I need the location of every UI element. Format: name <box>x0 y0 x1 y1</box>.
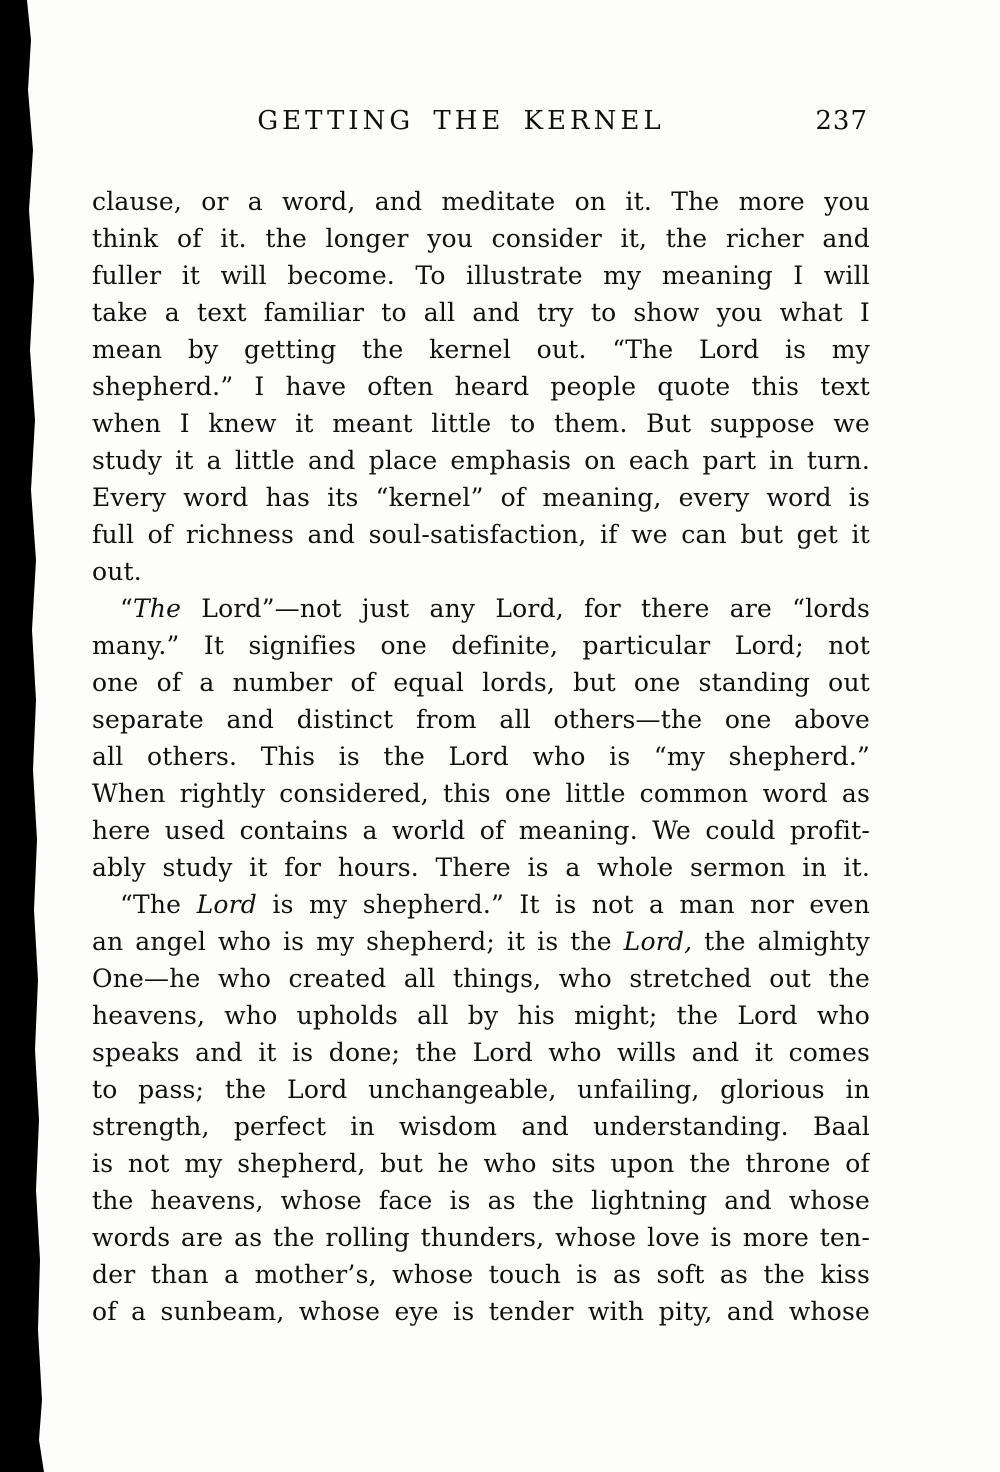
text-line: “The Lord”—not just any Lord, for there are “lords <box>120 594 870 623</box>
text-line: study it a little and place emphasis on each part in turn. <box>92 446 870 475</box>
text-line: speaks and it is done; the Lord who wills and it comes <box>92 1038 870 1067</box>
text-line: One—he who created all things, who stretched out the <box>92 964 870 993</box>
text-line: heavens, who upholds all by his might; the Lord who <box>92 1001 870 1030</box>
text-line: when I knew it meant little to them. But suppose we <box>92 409 870 438</box>
text-line: all others. This is the Lord who is “my shepherd.” <box>92 742 870 771</box>
text-line: think of it. the longer you consider it, the richer and <box>92 224 870 253</box>
running-head <box>92 106 870 140</box>
text-line: “The Lord is my shepherd.” It is not a man nor even <box>120 890 870 919</box>
page-number: 237 <box>815 106 868 136</box>
text-line: one of a number of equal lords, but one standing out <box>92 668 870 697</box>
text-line: der than a mother’s, whose touch is as soft as the kiss <box>92 1260 870 1289</box>
text-line: shepherd.” I have often heard people quote this text <box>92 372 870 401</box>
text-line: When rightly considered, this one little common word as <box>92 779 870 808</box>
text-line: separate and distinct from all others—the one above <box>92 705 870 734</box>
text-line: strength, perfect in wisdom and understanding. Baal <box>92 1112 870 1141</box>
scan-gutter-artifact <box>0 0 48 1472</box>
text-line: mean by getting the kernel out. “The Lord is my <box>92 335 870 364</box>
text-line: an angel who is my shepherd; it is the Lord, the almighty <box>92 927 870 956</box>
page-body <box>92 183 870 1330</box>
text-line: clause, or a word, and meditate on it. The more you <box>92 187 870 216</box>
text-line: full of richness and soul-satisfaction, if we can but get it <box>92 520 870 549</box>
text-line: words are as the rolling thunders, whose love is more ten- <box>92 1223 870 1252</box>
page-title: GETTING THE KERNEL <box>257 106 665 136</box>
text-line: ably study it for hours. There is a whole sermon in it. <box>92 853 870 882</box>
text-line: the heavens, whose face is as the lightning and whose <box>92 1186 870 1215</box>
text-line: take a text familiar to all and try to show you what I <box>92 298 870 327</box>
text-line: Every word has its “kernel” of meaning, every word is <box>92 483 870 512</box>
text-line: is not my shepherd, but he who sits upon the throne of <box>92 1149 870 1178</box>
text-line: fuller it will become. To illustrate my meaning I will <box>92 261 870 290</box>
text-line: out. <box>92 557 142 586</box>
text-line: many.” It signifies one definite, particular Lord; not <box>92 631 870 660</box>
text-line: of a sunbeam, whose eye is tender with pity, and whose <box>92 1297 870 1326</box>
text-line: to pass; the Lord unchangeable, unfailing, glorious in <box>92 1075 870 1104</box>
text-line: here used contains a world of meaning. We could profit- <box>92 816 870 845</box>
